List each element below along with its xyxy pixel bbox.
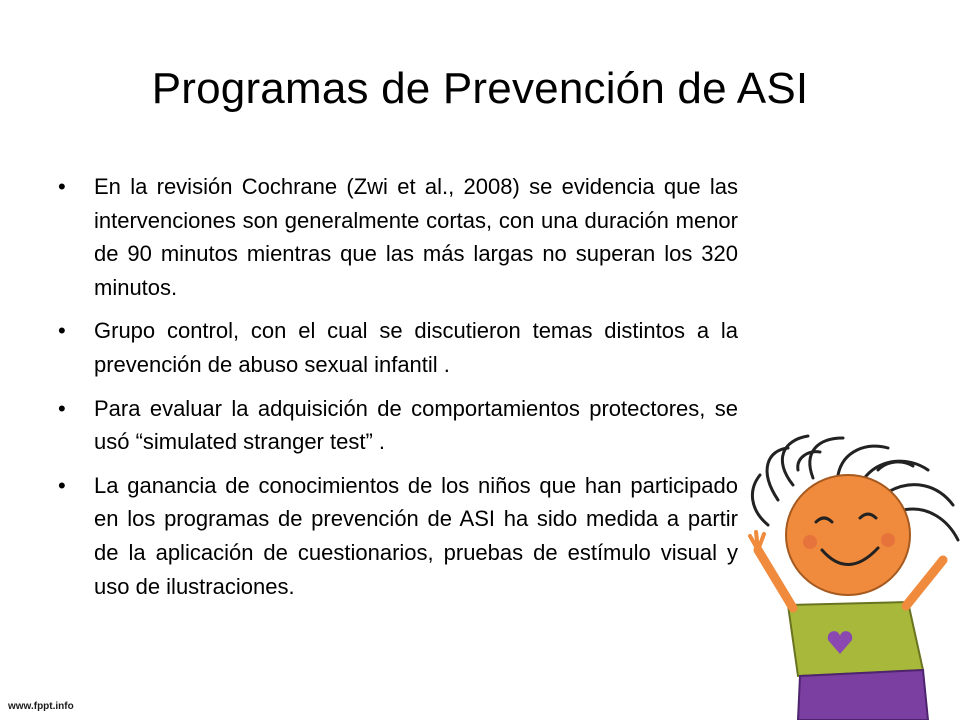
- bullet-item: [58, 392, 738, 459]
- shirt: [788, 602, 923, 676]
- left-hand: [750, 532, 764, 550]
- bullet-text: En la revisión Cochrane (Zwi et al., 2008) se evidencia que las intervenciones son generalmente cortas, con una duración menor de 90 minutos mientras que las más largas no superan los 320 minutos.: [94, 174, 738, 300]
- bullet-marker: •: [58, 395, 66, 421]
- bullet-text: Para evaluar la adquisición de comportamientos protectores, se usó “simulated stranger test” .: [94, 395, 738, 455]
- left-cheek: [803, 535, 817, 549]
- bullet-item: [58, 314, 738, 381]
- bullet-text: La ganancia de conocimientos de los niños que han participado en los programas de prevención de ASI ha sido medida a partir de la aplicación de cuestionarios, pruebas de estímulo visual y uso de ilustraciones.: [94, 472, 738, 599]
- bullet-marker: •: [58, 472, 66, 498]
- bullet-item: [58, 469, 738, 603]
- right-cheek: [881, 533, 895, 547]
- bullet-item: [58, 170, 738, 304]
- left-arm: [758, 550, 793, 608]
- bullet-list: [58, 170, 738, 613]
- child-drawing-icon: [738, 430, 960, 720]
- bullet-marker: •: [58, 318, 66, 344]
- footer-watermark: www.fppt.info: [8, 701, 74, 712]
- bullet-text: Grupo control, con el cual se discutieron temas distintos a la prevención de abuso sexual infantil .: [94, 318, 738, 377]
- slide-title: Programas de Prevención de ASI: [151, 64, 809, 113]
- bullet-marker: •: [58, 174, 66, 199]
- pants: [798, 670, 928, 720]
- right-arm: [906, 560, 943, 606]
